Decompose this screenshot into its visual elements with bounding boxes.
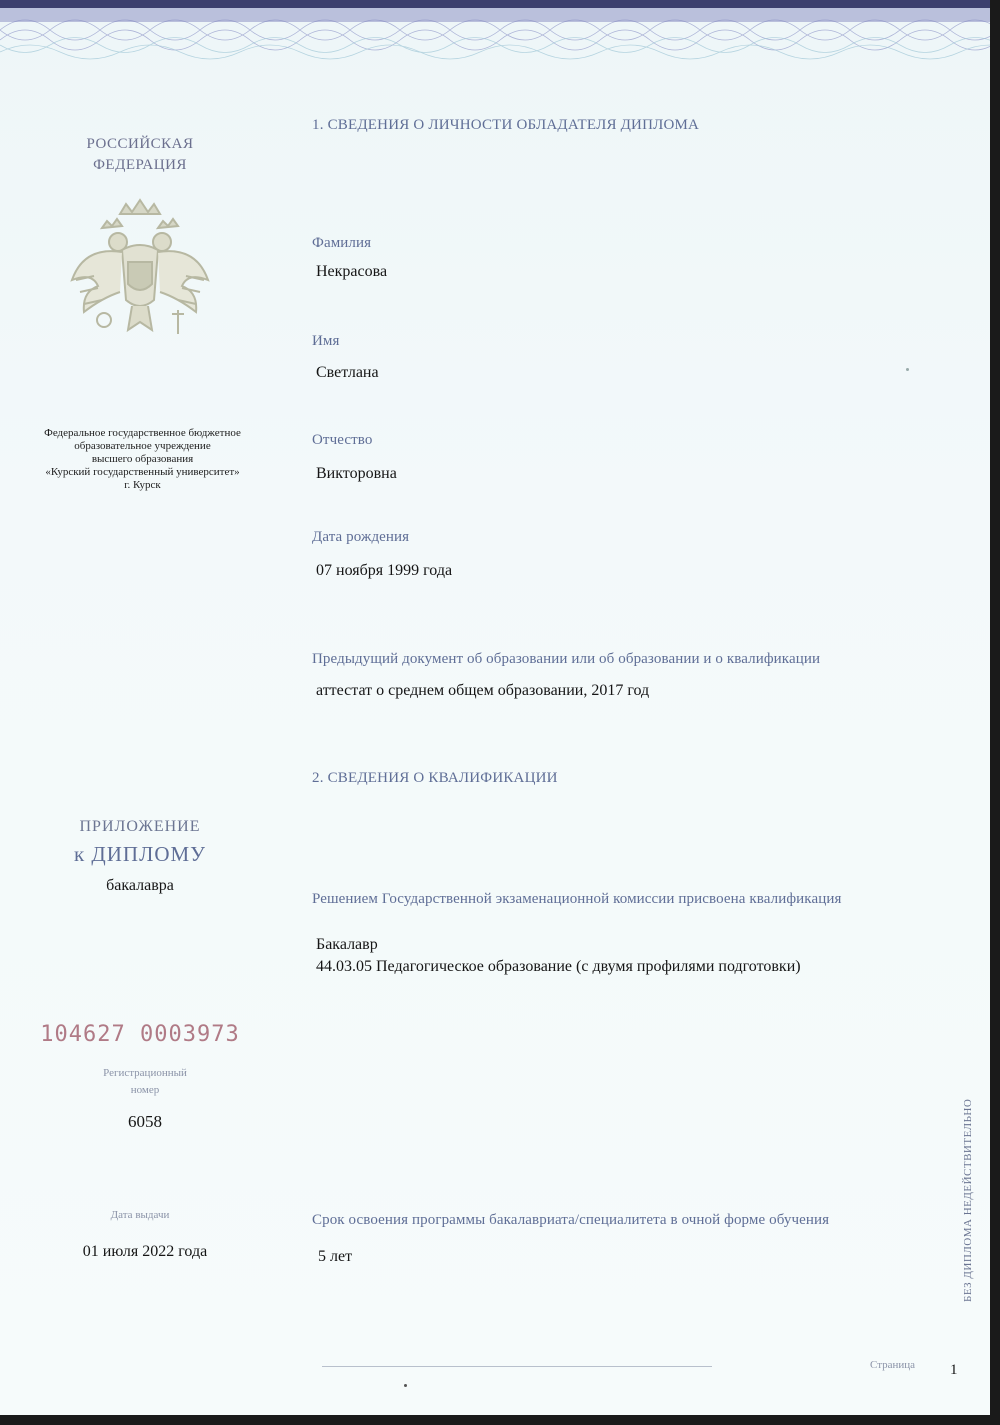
appendix-title: ПРИЛОЖЕНИЕ: [79, 818, 201, 835]
appendix-subtitle: к ДИПЛОМУ: [73, 842, 207, 866]
section-1-title: 1. СВЕДЕНИЯ О ЛИЧНОСТИ ОБЛАДАТЕЛЯ ДИПЛОМА: [312, 117, 700, 133]
birth-date-label: Дата рождения: [312, 529, 410, 545]
validity-note: БЕЗ ДИПЛОМА НЕДЕЙСТВИТЕЛЬНО: [962, 1098, 974, 1302]
name-value: Светлана: [316, 364, 379, 381]
study-term-label: Срок освоения программы бакалавриата/специалитета в очной форме обучения: [312, 1212, 830, 1228]
birth-date-value: 07 ноября 1999 года: [316, 562, 453, 579]
page-label: Страница: [870, 1359, 916, 1371]
name-label: Имя: [312, 333, 340, 349]
page-number: 1: [950, 1362, 958, 1378]
coat-of-arms-icon: [62, 188, 218, 348]
degree-level: бакалавра: [106, 877, 174, 894]
previous-document-label: Предыдущий документ об образовании или об образовании и о квалификации: [312, 651, 821, 667]
patronymic-label: Отчество: [312, 432, 373, 448]
qualification-decision-label: Решением Государственной экзаменационной комиссии присвоена квалификация: [312, 891, 842, 907]
previous-document-value: аттестат о среднем общем образовании, 2017 год: [316, 682, 650, 699]
registration-number: 6058: [128, 1112, 162, 1131]
speck: [404, 1384, 407, 1387]
guilloche-pattern: [0, 0, 990, 70]
serial-number: 104627 0003973: [40, 1022, 240, 1047]
patronymic-value: Викторовна: [316, 465, 397, 482]
qualification-value: Бакалавр: [316, 936, 378, 953]
issue-date: 01 июля 2022 года: [82, 1243, 208, 1260]
section-2-title: 2. СВЕДЕНИЯ О КВАЛИФИКАЦИИ: [312, 770, 558, 786]
registration-number-label: Регистрационный номер: [103, 1067, 187, 1096]
country-title: РОССИЙСКАЯ ФЕДЕРАЦИЯ: [86, 136, 194, 173]
speck: [906, 368, 909, 371]
study-term-value: 5 лет: [318, 1248, 353, 1265]
issue-date-label: Дата выдачи: [110, 1209, 170, 1221]
surname-value: Некрасова: [316, 263, 388, 280]
program-value: 44.03.05 Педагогическое образование (с двумя профилями подготовки): [316, 958, 801, 975]
footer-divider: [322, 1366, 712, 1367]
institution-name: Федеральное государственное бюджетное образовательное учреждение высшего образования «Курский государственный университет» г. Курск: [44, 427, 241, 491]
surname-label: Фамилия: [312, 235, 372, 251]
